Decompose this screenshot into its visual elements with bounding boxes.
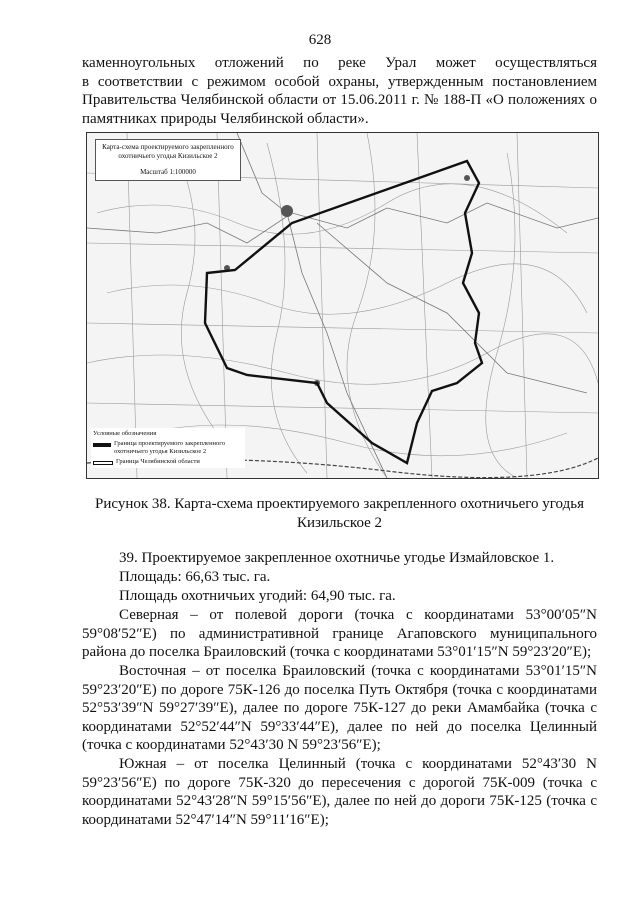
- map-image: [87, 133, 598, 478]
- legend-heading: Условные обозначения: [93, 430, 157, 437]
- legend-swatch-thin: [93, 461, 113, 465]
- text-line: Правительства Челябинской области от 15.06.2011 г. № 188-П «О положениях о: [82, 92, 597, 108]
- section-heading: 39. Проектируемое закрепленное охотничье угодье Измайловское 1.: [119, 550, 555, 566]
- text-line: (точка с координатами 52°43′30 N 59°23′56″E);: [82, 737, 381, 753]
- text-line: каменноугольных отложений по реке Урал может осуществляться: [82, 55, 597, 71]
- map-scale: Масштаб 1:100000: [140, 168, 196, 176]
- legend-swatch-thick: [93, 443, 111, 447]
- text-line: 59°23′20″E) по дороге 75К-126 до поселка Путь Октября (точка с координатами: [82, 681, 597, 698]
- text-line: памятниках природы Челябинской области».: [82, 110, 369, 127]
- text-line: Северная – от полевой дороги (точка с координатами 53°00′05″N: [119, 607, 597, 623]
- figure-caption: [82, 495, 597, 533]
- map-legend: [91, 428, 245, 468]
- hunting-area-line: Площадь охотничьих угодий: 64,90 тыс. га.: [119, 588, 396, 604]
- map-figure: [86, 132, 599, 479]
- legend-label: Граница проектируемого закрепленного охотничьего угодья Кизильское 2: [114, 440, 226, 455]
- text-line: координатами 52°52′44″N 59°33′44″E), далее по ней до поселка Целинный: [82, 718, 597, 735]
- text-line: в соответствии с режимом особой охраны, утвержденным постановлением: [82, 73, 597, 90]
- text-line: координатами 52°47′14″N 59°11′16″E);: [82, 811, 329, 828]
- legend-item: [93, 440, 243, 456]
- text-line: района до поселка Браиловский (точка с координатами 53°01′15″N 59°23′20″E);: [82, 644, 592, 660]
- south-boundary: [82, 755, 597, 829]
- text-line: координатами 52°43′28″N 59°15′56″E), далее по ней до дороги 75К-125 (точка с: [82, 793, 597, 809]
- page-number: 628: [308, 32, 332, 48]
- caption-line: Кизильское 2: [296, 515, 383, 531]
- legend-label: Граница Челябинской области: [116, 458, 200, 465]
- text-line: 59°08′52″E) по административной границе Агаповского муниципального: [82, 625, 597, 642]
- text-line: Южная – от поселка Целинный (точка с координатами 52°43′30 N: [119, 756, 597, 772]
- text-line: 52°53′39″N 59°27′39″E), далее по дороге 75К-127 до реки Амамбайка (точка с: [82, 700, 597, 716]
- map-title-box: [95, 139, 241, 181]
- text-line: Восточная – от поселка Браиловский (точка с координатами 53°01′15″N: [119, 663, 597, 679]
- north-boundary: [82, 606, 597, 662]
- legend-item: [93, 458, 243, 466]
- text-line: 59°23′56″E) по дороге 75К-320 до пересечения с дорогой 75К-009 (точка с: [82, 774, 597, 791]
- east-boundary: [82, 662, 597, 755]
- caption-line: Рисунок 38. Карта-схема проектируемого закрепленного охотничьего угодья: [95, 496, 584, 512]
- top-paragraph: [82, 54, 597, 128]
- map-title: Карта-схема проектируемого закрепленного охотничьего угодья Кизильское 2: [102, 143, 234, 160]
- area-line: Площадь: 66,63 тыс. га.: [119, 569, 271, 585]
